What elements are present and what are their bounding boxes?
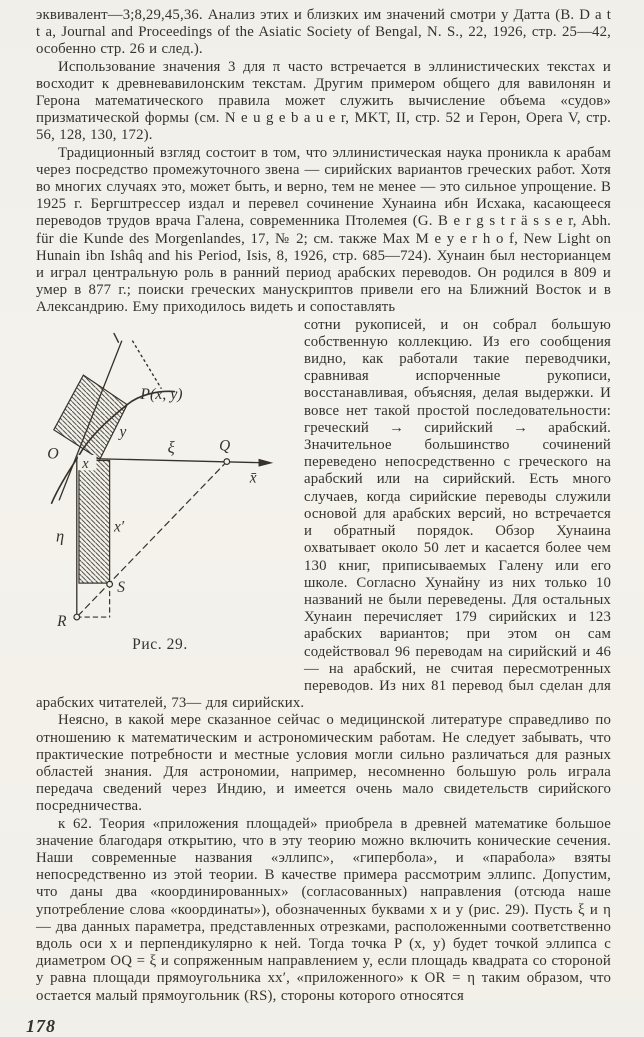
point-q — [224, 458, 230, 464]
label-P: P(x, y) — [140, 385, 183, 403]
figure-29 — [26, 317, 294, 679]
label-x: x — [82, 455, 89, 472]
label-eta: η — [55, 526, 65, 546]
paragraph-wrapped: сотни рукописей, и он собрал большую собственную коллекцию. Из его сообщения видно, как работали такие переводчики, сравнивая испорченные рукописи, восстанавливая, объясняя, делая выдержки. И вовсе нет такой простой последовательности: греческий → сирийский → арабский. Значительное большинство сочинений переведено непосредственно с греческого на арабский или на сирийский. Есть много случаев, когда сирийские переводы служили основой для арабских версий, но встречается и обратный порядок. Обзор Хунаина охватывает около 50 лет и касается более чем 130 книг, приписываемых Галену или его школе. Согласно Хунайну из них только 10 названий не были переведены. Для остальных Хунаин перечисляет 179 сирийских и 123 арабских вариантов; при этом он сам содействовал 96 переводам на сирийский и 46— на арабский, не считая пересмотренных переводов. Из них 81 перевод был сделан для арабских читателей, 73— для сирийских. — [36, 316, 611, 712]
paragraph: к 62. Теория «приложения площадей» приобрела в древней математике большое значение благодаря открытию, что в эту теорию можно включить конические сечения. Наши современные названия «эллипс», «гипербола», и «парабола» взяты непосредственно из этой теории. В качестве примера рассмотрим эллипс. Допустим, что даны два «координированных» (согласованных) направления (отсюда наше употребление слова «координаты»), обозначенных буквами x и y (рис. 29). Пусть ξ и η — два данных параметра, представленных отрезками, расположенными соответственно вдоль оси x и перпендикулярно к ней. Тогда точка P (x, y) будет точкой эллипса с диаметром OQ = ξ и сопряженным направлением y, если площадь квадрата со стороной y равна площади прямоугольника xx′, «приложенного» к OR = η таким образом, что остается малый прямоугольник (RS), стороны которого относятся — [36, 815, 611, 1004]
label-Q: Q — [219, 437, 231, 455]
paragraph: Использование значения 3 для π часто встречается в эллинистических текстах и восходит к древневавилонским текстам. Другим примером общего для вавилонян и Герона математического правила может служить вычисление объема «судов» призматической формы (см. N e u g e b a u e r, MKT, II, стр. 52 и Герон, Opera V, стр. 56, 128, 130, 172). — [36, 58, 611, 144]
paragraph: Неясно, в какой мере сказанное сейчас о медицинской литературе справедливо по отношению к математическим и астрономическим работам. Не следует забывать, что практические потребности и местные условия могли сильно различаться для разных областей знания. Для астрономии, например, несомненно большую роль играла передача сведений через Индию, и имеется очень мало свидетельств сирийского посредничества. — [36, 712, 611, 815]
x-axis-arrowhead — [259, 458, 274, 466]
figure-29-drawing — [33, 329, 287, 627]
label-O: O — [47, 444, 59, 462]
figure-caption: Рис. 29. — [132, 635, 188, 653]
hatched-square-y — [54, 375, 127, 459]
dash-dot-line — [133, 341, 161, 388]
label-R: R — [57, 612, 67, 627]
label-xi: ξ — [167, 437, 175, 457]
point-r — [74, 614, 80, 620]
figure-text-wrap — [36, 317, 611, 713]
label-y: y — [119, 423, 127, 441]
label-x-bar: x̄ — [249, 469, 257, 487]
line-prime-tick — [114, 333, 118, 342]
label-x-prime: x′ — [114, 518, 125, 536]
hatched-rectangle-xx — [79, 460, 110, 583]
label-S: S — [117, 578, 125, 596]
page-number: 178 — [26, 1015, 56, 1036]
point-s — [107, 581, 113, 587]
paragraph: эквивалент—3;8,29,45,36. Анализ этих и близких им значений смотри у Датта (B. D a t t a, Journal and Proceedings of the Asiatic Society of Bengal, N. S., 22, 1926, стр. 25—42, особенно стр. 26 и след.). — [36, 7, 611, 58]
paragraph: Традиционный взгляд состоит в том, что эллинистическая наука проникла к арабам через посредство промежуточного звена — сирийских вариантов греческих работ. Хотя во многих случаях это, может быть, и верно, тем не менее — это сильное упрощение. В 1925 г. Бергштрессер издал и перевел сочинение Хунаина ибн Исхака, касающееся переводов трудов врача Галена, современника Птолемея (G. B e r g s t r ä s s e r, Abh. für die Kunde des Morgenlandes, 17, № 2; см. также Max M e y e r h o f, New Light on Hunain ibn Ishâq and his Period, Isis, 8, 1926, стр. 685—724). Хунаин был несторианцем и играл центральную роль в ранний период арабских переводов. Он родился в 809 и умер в 877 г.; поиски греческих манускриптов привели его на Ближний Восток и в Александрию. Ему приходилось видеть и сопоставлять — [36, 144, 611, 316]
